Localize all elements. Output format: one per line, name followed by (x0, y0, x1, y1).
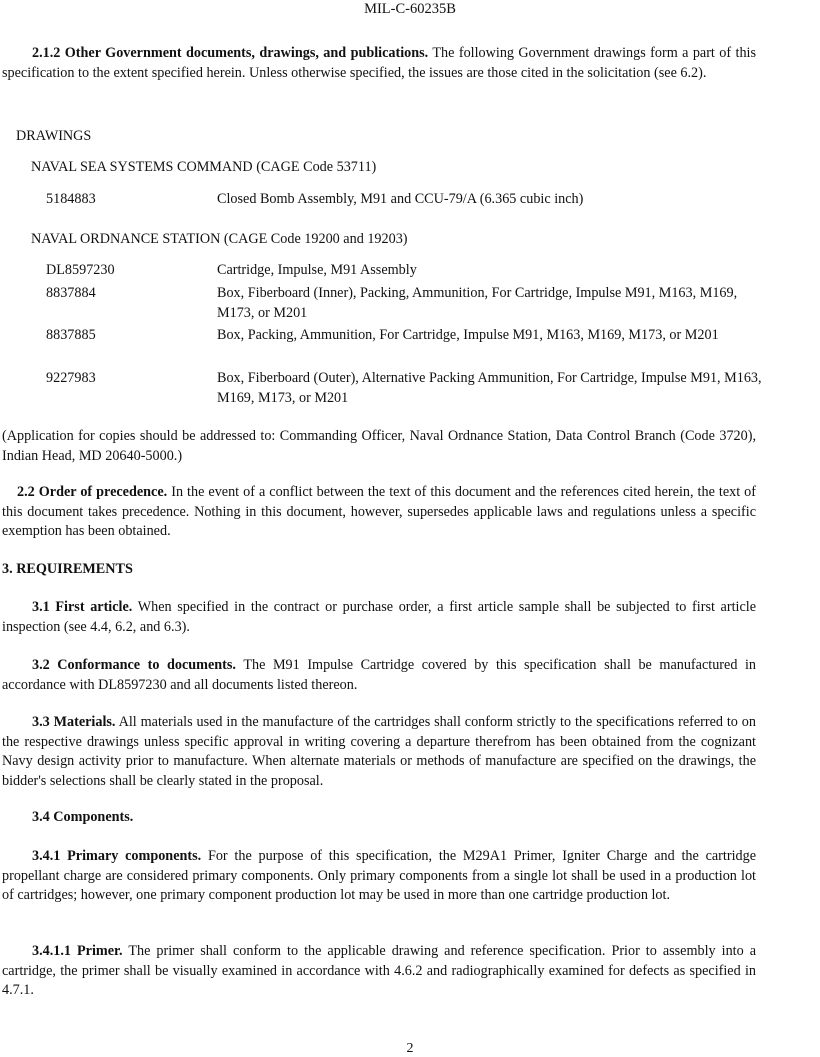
drawings-label: DRAWINGS (16, 128, 92, 144)
drawing-description: Closed Bomb Assembly, M91 and CCU-79/A (6.365 cubic inch) (217, 191, 584, 207)
section-text-3-4-1-1: The primer shall conform to the applicable drawing and reference specification. Prior to assembly into a cartridge, the primer shall be visually examined in accordance with 4.6.2 and radiographically examined for defects as specified in 4.7.1. (2, 943, 757, 998)
section-heading-2-1-2: 2.1.2 Other Government documents, drawings, and publications. (32, 45, 429, 61)
section-heading-3-4-1-1: 3.4.1.1 Primer. (32, 943, 123, 959)
drawing-group-naval-ordnance-title: NAVAL ORDNANCE STATION (CAGE Code 19200 and 19203) (31, 231, 408, 247)
section-text-3-1: When specified in the contract or purchase order, a first article sample shall be subjected to first article inspection (see 4.4, 6.2, and 6.3). (2, 599, 756, 635)
section-heading-2-2: 2.2 Order of precedence. (17, 484, 168, 500)
application-note: (Application for copies should be addressed to: Commanding Officer, Naval Ordnance Station, Data Control Branch (Code 3720), Indian Head, MD 20640-5000.) (2, 428, 756, 464)
section-heading-3-4: 3.4 Components. (32, 809, 134, 825)
drawing-group-navsea-title: NAVAL SEA SYSTEMS COMMAND (CAGE Code 53711) (31, 159, 377, 175)
section-heading-3: 3. REQUIREMENTS (2, 561, 133, 577)
section-heading-3-2: 3.2 Conformance to documents. (32, 657, 236, 673)
drawing-description: Cartridge, Impulse, M91 Assembly (217, 262, 417, 278)
paragraph-3-2 (2, 656, 756, 695)
section-heading-3-4-1: 3.4.1 Primary components. (32, 848, 202, 864)
section-heading-3-1: 3.1 First article. (32, 599, 133, 615)
drawing-number: 8837885 (46, 327, 96, 343)
section-text-2-2: In the event of a conflict between the text of this document and the references cited herein, the text of this document takes precedence. Nothing in this document, however, supersedes applicable laws and regulations unless a specific exemption has been obtained. (2, 484, 757, 539)
drawing-description: Box, Fiberboard (Outer), Alternative Packing Ammunition, For Cartridge, Impulse M91, M163, M169, M173, or M201 (217, 370, 762, 406)
paragraph-3-1 (2, 598, 756, 637)
drawing-number: 9227983 (46, 370, 96, 386)
section-text-3-4-1: For the purpose of this specification, the M29A1 Primer, Igniter Charge and the cartridge propellant charge are considered primary components. Only primary components from a single lot shall be used in a production lot of cartridges; however, one primary component production lot may be used in more than one cartridge production lot. (2, 848, 756, 903)
paragraph-2-1-2 (2, 44, 756, 83)
paragraph-3-3 (2, 713, 756, 791)
paragraph-3-4-1-1 (2, 942, 756, 1001)
document-id-header: MIL-C-60235B (364, 1, 456, 17)
paragraph-3-4-1 (2, 847, 756, 906)
drawing-number: DL8597230 (46, 262, 115, 278)
section-heading-3-3: 3.3 Materials. (32, 714, 116, 730)
drawing-description: Box, Packing, Ammunition, For Cartridge, Impulse M91, M163, M169, M173, or M201 (217, 327, 719, 343)
page-number: 2 (406, 1041, 414, 1056)
section-text-3-2: The M91 Impulse Cartridge covered by this specification shall be manufactured in accordance with DL8597230 and all documents listed thereon. (2, 657, 757, 693)
section-text-2-1-2: The following Government drawings form a part of this specification to the extent specified herein. Unless otherwise specified, the issues are those cited in the solicitation (see 6.2). (2, 45, 756, 81)
drawing-number: 5184883 (46, 191, 96, 207)
drawing-description: Box, Fiberboard (Inner), Packing, Ammunition, For Cartridge, Impulse M91, M163, M169, M173, or M201 (217, 285, 738, 321)
drawing-number: 8837884 (46, 285, 96, 301)
section-text-3-3: All materials used in the manufacture of the cartridges shall conform strictly to the specifications referred to on the respective drawings unless specific approval in writing covering a departure therefrom has been obtained from the cognizant Navy design activity prior to manufacture. When alternate materials or methods of manufacture are specified on the drawings, the bidder's selections shall be clearly stated in the proposal. (2, 714, 756, 789)
paragraph-2-2 (2, 483, 756, 542)
